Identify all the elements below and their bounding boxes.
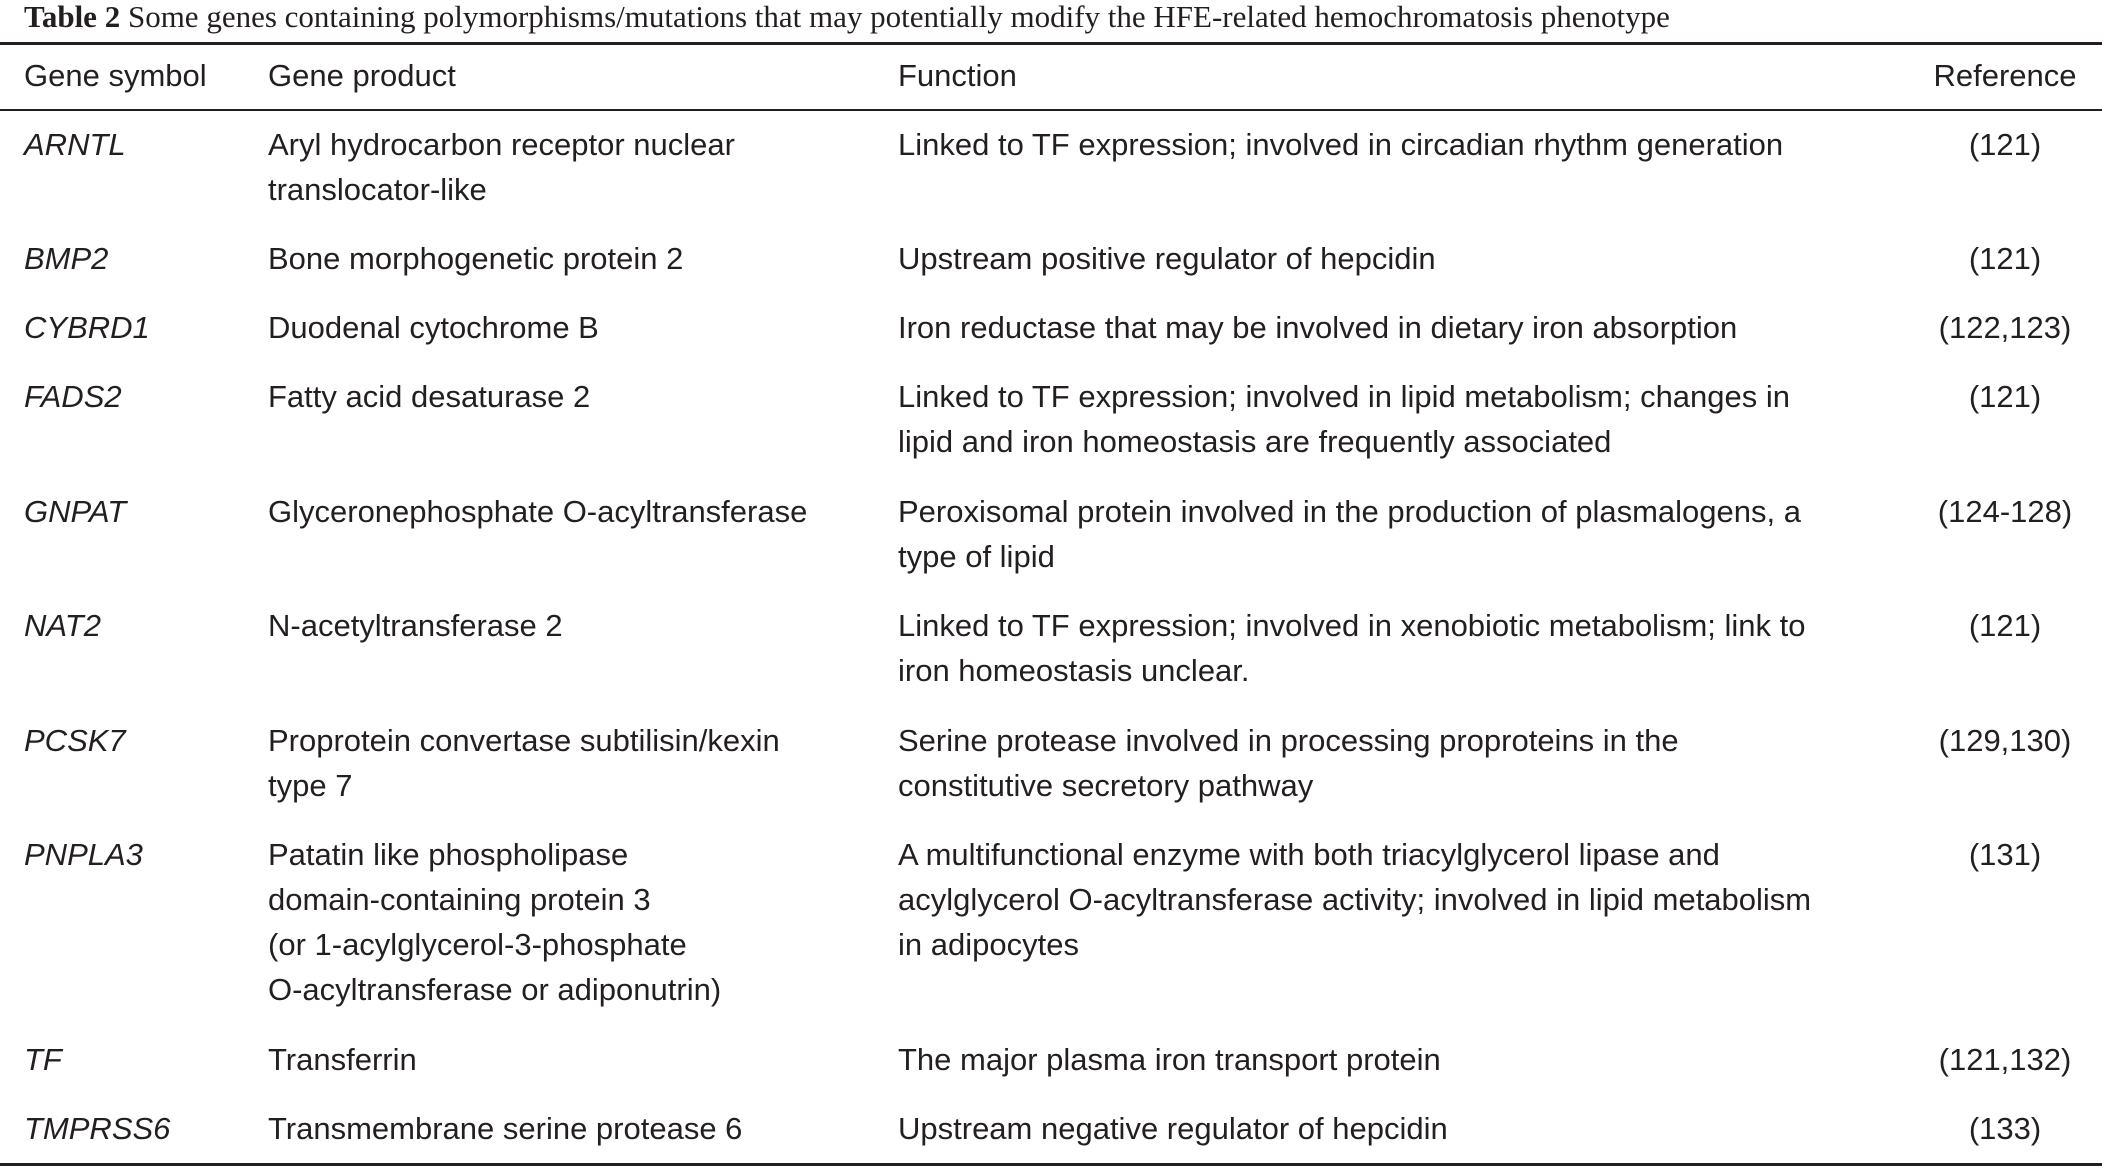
gene-product-cell	[268, 489, 807, 534]
function-line: Upstream negative regulator of hepcidin	[898, 1111, 1448, 1146]
function-line: Linked to TF expression; involved in xenobiotic metabolism; link to	[898, 608, 1806, 643]
gene-symbol-cell: ARNTL	[24, 127, 126, 162]
function-line: type of lipid	[898, 539, 1055, 574]
reference-cell: (129,130)	[1938, 723, 2072, 758]
gene-product-line: O-acyltransferase or adiponutrin)	[268, 972, 722, 1007]
reference-cell: (121)	[1968, 127, 2042, 162]
function-line: Iron reductase that may be involved in dietary iron absorption	[898, 310, 1738, 345]
reference-cell: (121)	[1968, 241, 2042, 276]
reference-cell: (122,123)	[1938, 310, 2072, 345]
reference-cell: (121)	[1968, 608, 2042, 643]
function-line: constitutive secretory pathway	[898, 768, 1314, 803]
gene-product-line: Duodenal cytochrome B	[268, 310, 599, 345]
table-top-rule	[0, 42, 2102, 45]
reference-cell: (124-128)	[1937, 494, 2073, 529]
table-bottom-rule	[0, 1163, 2102, 1166]
function-cell	[898, 374, 1790, 464]
gene-product-line: N-acetyltransferase 2	[268, 608, 563, 643]
function-cell	[898, 832, 1811, 967]
reference-cell: (133)	[1968, 1111, 2042, 1146]
function-line: lipid and iron homeostasis are frequently associated	[898, 424, 1612, 459]
gene-product-cell	[268, 1037, 417, 1082]
header-function: Function	[898, 58, 1017, 93]
table-header-rule	[0, 109, 2102, 111]
header-gene-symbol: Gene symbol	[24, 58, 207, 93]
gene-product-line: Transmembrane serine protease 6	[268, 1111, 743, 1146]
gene-symbol-cell: TF	[24, 1042, 62, 1077]
gene-symbol-cell: PNPLA3	[24, 837, 143, 872]
gene-product-line: Patatin like phospholipase	[268, 837, 629, 872]
gene-product-cell	[268, 374, 590, 419]
gene-product-cell	[268, 718, 780, 808]
header-reference: Reference	[1933, 58, 2077, 93]
table-title: Some genes containing polymorphisms/mutations that may potentially modify the HFE-related hemochromatosis phenotype	[127, 0, 1670, 34]
reference-cell: (121,132)	[1938, 1042, 2072, 1077]
function-cell	[898, 603, 1806, 693]
reference-cell: (121)	[1968, 379, 2042, 414]
gene-product-cell	[268, 122, 735, 212]
table-caption	[24, 0, 1670, 34]
function-cell	[898, 305, 1737, 350]
gene-product-line: Glyceronephosphate O-acyltransferase	[268, 494, 808, 529]
function-cell	[898, 236, 1436, 281]
gene-product-line: type 7	[268, 768, 353, 803]
function-line: Linked to TF expression; involved in circadian rhythm generation	[898, 127, 1784, 162]
function-line: iron homeostasis unclear.	[898, 653, 1250, 688]
function-cell	[898, 122, 1783, 167]
gene-product-line: Aryl hydrocarbon receptor nuclear	[268, 127, 735, 162]
gene-product-line: Fatty acid desaturase 2	[268, 379, 591, 414]
function-line: A multifunctional enzyme with both triacylglycerol lipase and	[898, 837, 1720, 872]
gene-symbol-cell: GNPAT	[24, 494, 127, 529]
gene-product-cell	[268, 832, 721, 1012]
function-line: Peroxisomal protein involved in the production of plasmalogens, a	[898, 494, 1801, 529]
gene-product-line: translocator-like	[268, 172, 487, 207]
gene-product-cell	[268, 305, 599, 350]
function-line: Linked to TF expression; involved in lipid metabolism; changes in	[898, 379, 1791, 414]
function-line: Upstream positive regulator of hepcidin	[898, 241, 1436, 276]
gene-symbol-cell: NAT2	[24, 608, 101, 643]
function-cell	[898, 1106, 1448, 1151]
gene-product-line: (or 1-acylglycerol-3-phosphate	[268, 927, 687, 962]
function-line: in adipocytes	[898, 927, 1079, 962]
function-cell	[898, 1037, 1441, 1082]
function-line: acylglycerol O-acyltransferase activity; involved in lipid metabolism	[898, 882, 1812, 917]
gene-product-line: Proprotein convertase subtilisin/kexin	[268, 723, 780, 758]
gene-product-line: domain-containing protein 3	[268, 882, 651, 917]
header-gene-product: Gene product	[268, 58, 456, 93]
gene-symbol-cell: BMP2	[24, 241, 109, 276]
function-line: The major plasma iron transport protein	[898, 1042, 1441, 1077]
gene-symbol-cell: PCSK7	[24, 723, 126, 758]
gene-symbol-cell: CYBRD1	[24, 310, 150, 345]
gene-product-line: Bone morphogenetic protein 2	[268, 241, 684, 276]
gene-product-line: Transferrin	[268, 1042, 417, 1077]
reference-cell: (131)	[1968, 837, 2042, 872]
gene-product-cell	[268, 236, 683, 281]
gene-product-cell	[268, 1106, 742, 1151]
gene-symbol-cell: TMPRSS6	[24, 1111, 171, 1146]
function-cell	[898, 718, 1679, 808]
function-cell	[898, 489, 1801, 579]
gene-product-cell	[268, 603, 563, 648]
function-line: Serine protease involved in processing proproteins in the	[898, 723, 1679, 758]
table-label: Table 2	[24, 0, 121, 34]
gene-symbol-cell: FADS2	[24, 379, 122, 414]
